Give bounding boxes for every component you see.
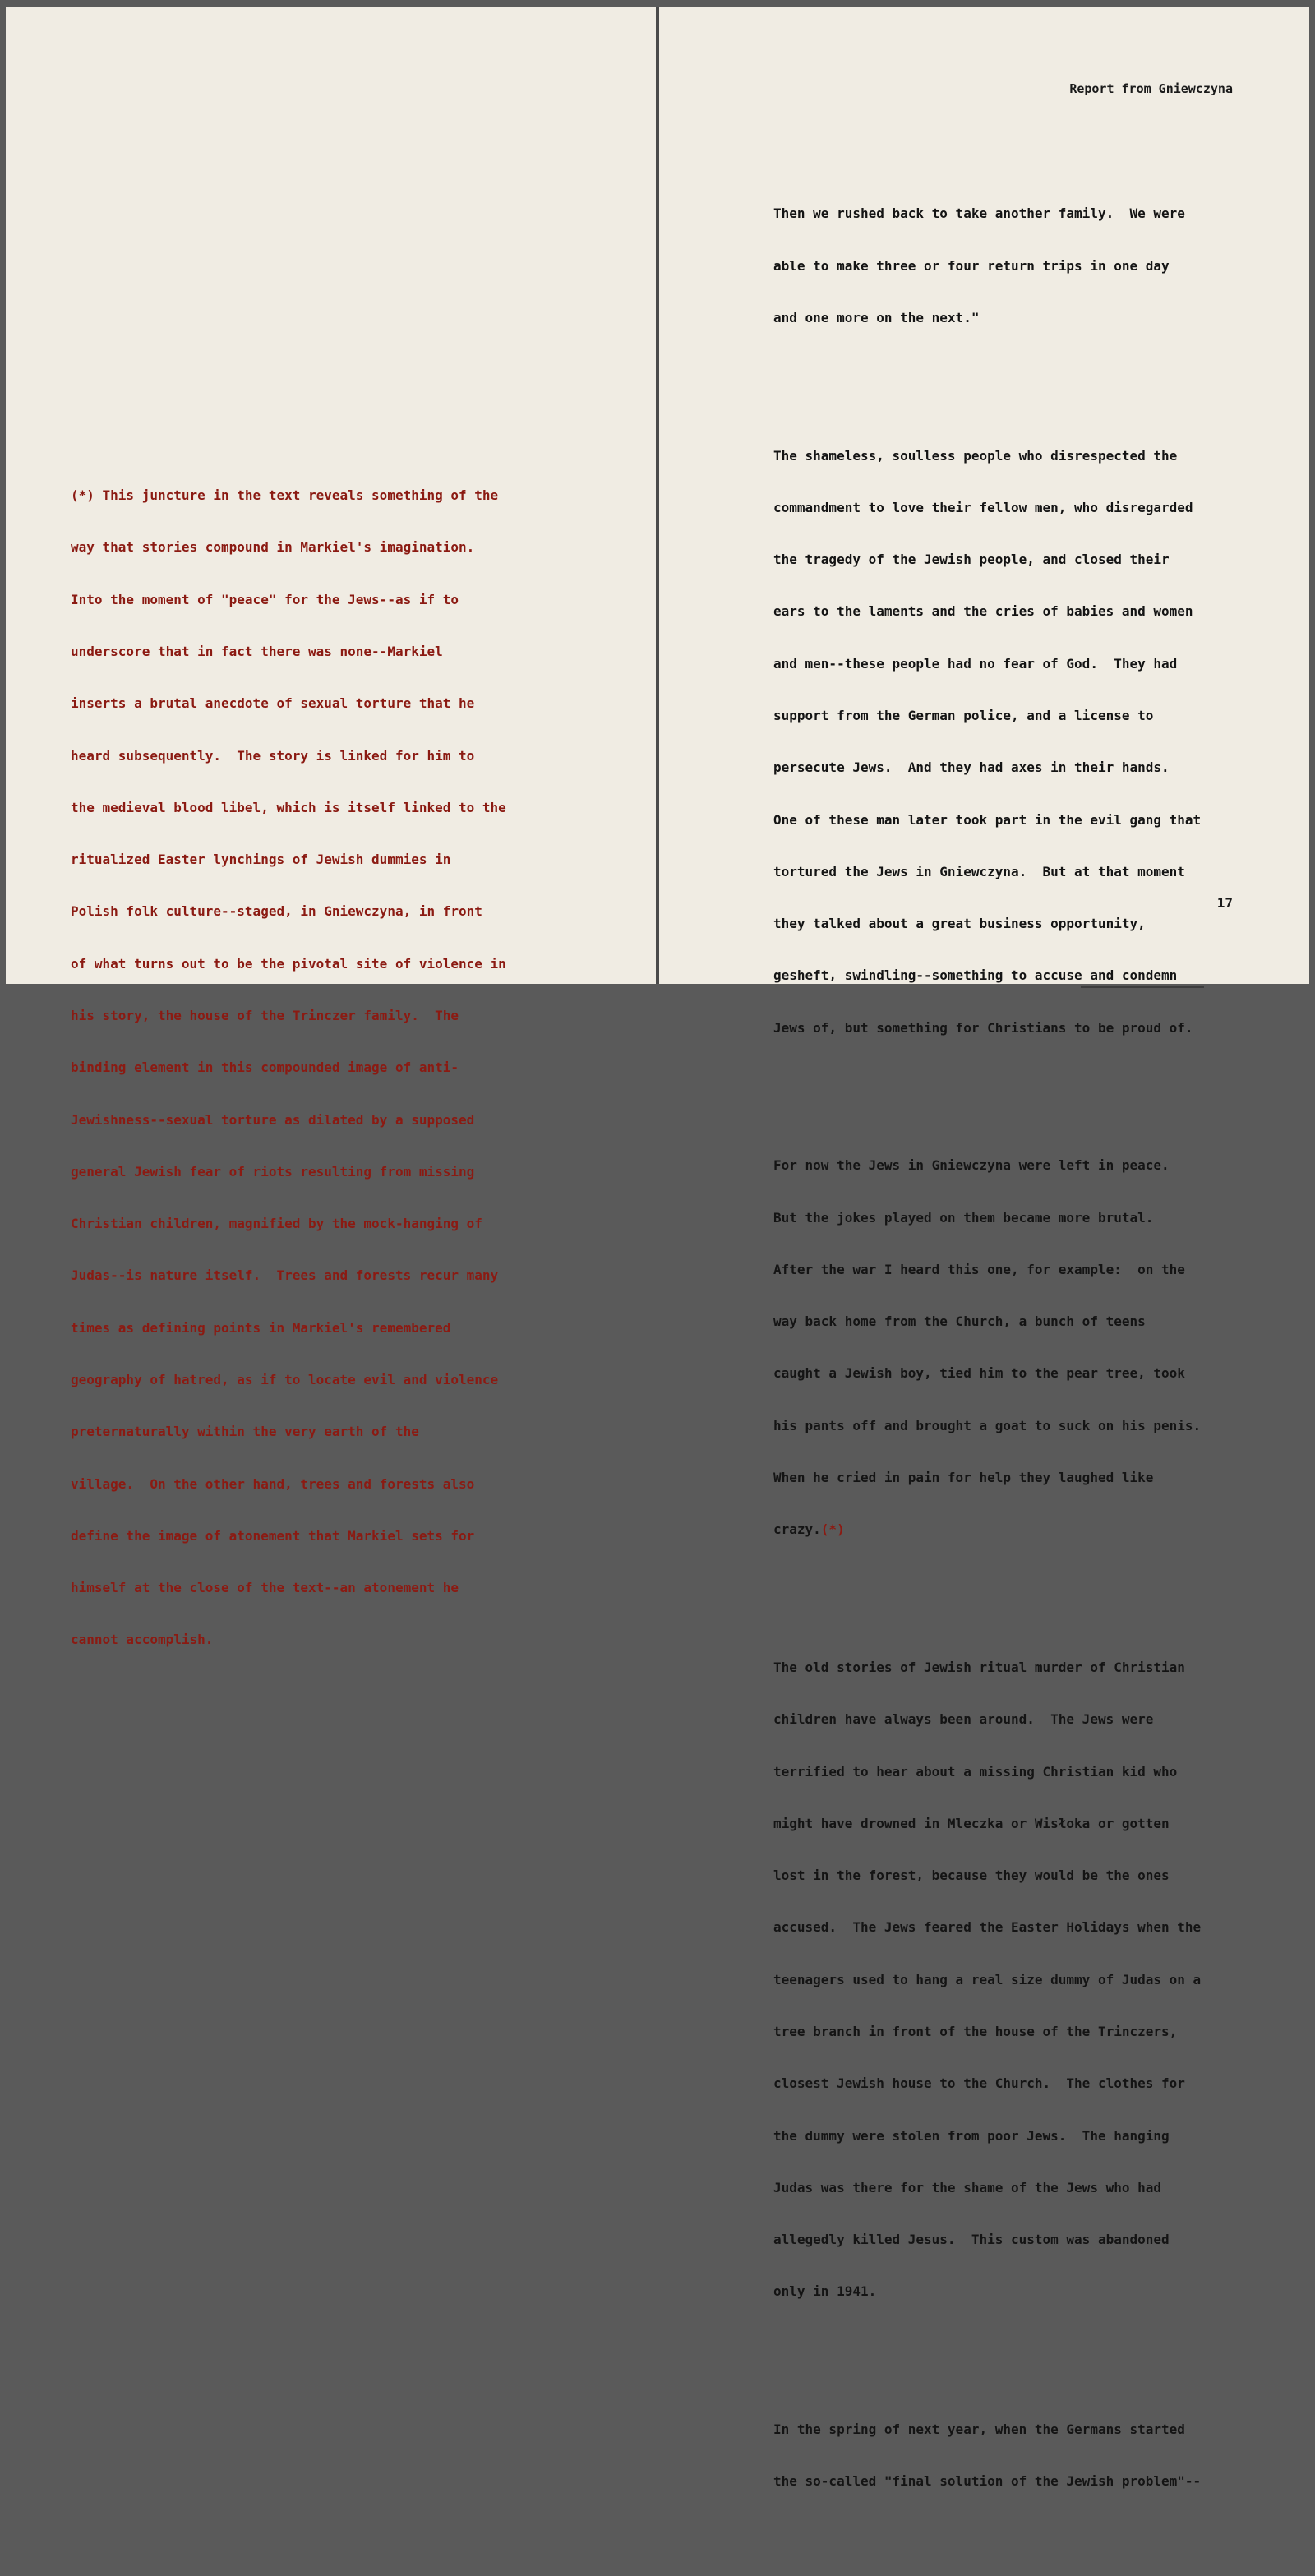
text-line: The shameless, soulless people who disrespected the: [773, 447, 1178, 464]
footnote-line: (*) This juncture in the text reveals something of the: [71, 487, 499, 504]
paragraph: [773, 412, 1201, 1071]
footnote-line: Into the moment of "peace" for the Jews--as if to: [71, 591, 459, 607]
text-line: the dummy were stolen from poor Jews. The hanging: [773, 2127, 1170, 2144]
footnote-line: inserts a brutal anecdote of sexual torture that he: [71, 695, 475, 712]
left-page: [6, 7, 656, 1648]
footnote-line: general Jewish fear of riots resulting from missing: [71, 1163, 475, 1180]
text-line: support from the German police, and a license to: [773, 708, 1154, 723]
text-line: teenagers used to hang a real size dummy of Judas on a: [773, 1971, 1202, 1987]
footnote-line: geography of hatred, as if to locate evil and violence: [71, 1371, 499, 1387]
footnote-line: village. On the other hand, trees and forests also: [71, 1475, 475, 1492]
text-line: tortured the Jews in Gniewczyna. But at that moment: [773, 863, 1185, 879]
body-text: [773, 136, 1201, 2576]
text-line: For now the Jews in Gniewczyna were left in peace.: [773, 1157, 1170, 1174]
right-page: [659, 7, 1309, 2490]
text-line: After the war I heard this one, for example: on the: [773, 1261, 1185, 1277]
footnote-line: Polish folk culture--staged, in Gniewczyna, in front: [71, 903, 482, 920]
footnote-marker[interactable]: (*): [820, 1521, 845, 1538]
text-line: terrified to hear about a missing Christian kid who: [773, 1763, 1178, 1780]
text-line: closest Jewish house to the Church. The clothes for: [773, 2075, 1185, 2092]
footnote-line: define the image of atonement that Markiel sets for: [71, 1527, 475, 1544]
text-line: and one more on the next.": [773, 309, 980, 325]
text-line: But the jokes played on them became more brutal.: [773, 1209, 1154, 1226]
footnote-line: preternaturally within the very earth of the: [71, 1424, 419, 1440]
footnote-line: the medieval blood libel, which is itself linked to the: [71, 799, 506, 815]
footnote: [71, 452, 506, 1683]
text-line: commandment to love their fellow men, who disregarded: [773, 499, 1193, 515]
footnote-line: ritualized Easter lynchings of Jewish dummies in: [71, 852, 451, 868]
paragraph: [773, 170, 1201, 361]
text-line: Jews of, but something for Christians to be proud of.: [773, 1019, 1193, 1036]
text-line: they talked about a great business opportunity,: [773, 916, 1146, 932]
page-number: 17: [1216, 895, 1233, 911]
crazy-text: crazy.: [773, 1521, 821, 1538]
text-line: children have always been around. The Jews were: [773, 1711, 1154, 1728]
text-line: In the spring of next year, when the Germans started: [773, 2421, 1185, 2437]
text-line: way back home from the Church, a bunch of teens: [773, 1313, 1146, 1330]
footnote-line: himself at the close of the text--an atonement he: [71, 1580, 459, 1596]
paragraph: [773, 1624, 1201, 2335]
text-line: When he cried in pain for help they laughed like: [773, 1470, 1154, 1486]
paragraph: [773, 2386, 1201, 2525]
paragraph: [773, 1122, 1201, 1572]
text-line: accused. The Jews feared the Easter Holidays when the: [773, 1919, 1202, 1936]
text-line: gesheft, swindling--something to accuse and condemn: [773, 967, 1178, 984]
text-line: The old stories of Jewish ritual murder of Christian: [773, 1659, 1185, 1675]
text-line: the tragedy of the Jewish people, and closed their: [773, 552, 1170, 568]
next-page-edge: [1081, 986, 1204, 988]
running-head: Report from Gniewczyna: [1069, 81, 1233, 96]
footnote-line: way that stories compound in Markiel's imagination.: [71, 539, 475, 556]
text-line: and men--these people had no fear of God. They had: [773, 655, 1178, 672]
footnote-line: Christian children, magnified by the mock-hanging of: [71, 1216, 482, 1232]
text-line: only in 1941.: [773, 2283, 877, 2300]
text-line: tree branch in front of the house of the Trinczers,: [773, 2023, 1178, 2039]
footnote-line: Judas--is nature itself. Trees and forests recur many: [71, 1267, 499, 1284]
text-line: able to make three or four return trips in one day: [773, 257, 1170, 274]
text-line: allegedly killed Jesus. This custom was abandoned: [773, 2232, 1170, 2248]
footnote-line: of what turns out to be the pivotal site of violence in: [71, 955, 506, 972]
footnote-line: Jewishness--sexual torture as dilated by a supposed: [71, 1111, 475, 1128]
footnote-line: cannot accomplish.: [71, 1632, 214, 1648]
text-line: might have drowned in Mleczka or Wisłoka or gotten: [773, 1815, 1170, 1831]
text-line: Then we rushed back to take another family. We were: [773, 205, 1185, 222]
text-line: his pants off and brought a goat to suck on his penis.: [773, 1417, 1202, 1433]
footnote-line: binding element in this compounded image of anti-: [71, 1059, 459, 1076]
footnote-line: his story, the house of the Trinczer family. The: [71, 1008, 459, 1023]
footnote-line: heard subsequently. The story is linked for him to: [71, 747, 475, 764]
text-line: Judas was there for the shame of the Jews who had: [773, 2179, 1162, 2195]
text-line: caught a Jewish boy, tied him to the pear tree, took: [773, 1365, 1185, 1382]
text-line: lost in the forest, because they would be the ones: [773, 1867, 1170, 1884]
text-line: the so-called "final solution of the Jewish problem"--: [773, 2473, 1202, 2490]
footnote-line: times as defining points in Markiel's remembered: [71, 1319, 451, 1336]
text-line: [773, 1521, 1201, 1538]
text-line: ears to the laments and the cries of babies and women: [773, 603, 1193, 620]
text-line: One of these man later took part in the evil gang that: [773, 811, 1202, 828]
text-line: persecute Jews. And they had axes in their hands.: [773, 759, 1170, 776]
footnote-line: underscore that in fact there was none--Markiel: [71, 644, 443, 660]
